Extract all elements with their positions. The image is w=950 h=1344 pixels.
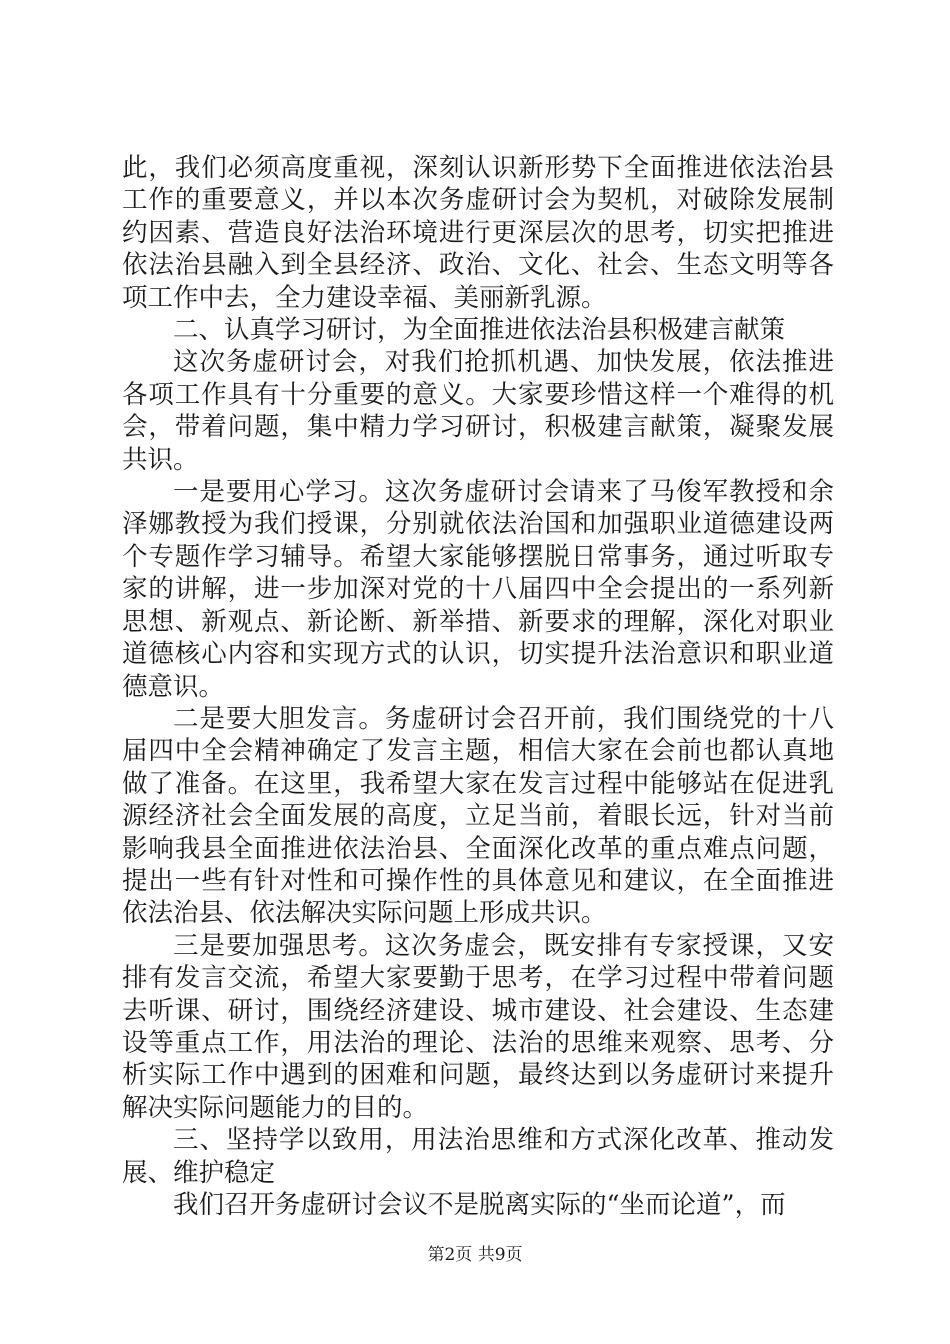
- body-paragraph-3: 这次务虚研讨会，对我们抢抓机遇、加快发展，依法推进各项工作具有十分重要的意义。大家要珍惜这样一个难得的机会，带着问题，集中精力学习研讨，积极建言献策，凝聚发展共识。: [122, 347, 834, 475]
- section-heading-2: 二、认真学习研讨，为全面推进依法治县积极建言献策: [173, 315, 786, 346]
- body-paragraph-4: 一是要用心学习。这次务虚研讨会请来了马俊军教授和余泽娜教授为我们授课，分别就依法治国和加强职业道德建设两个专题作学习辅导。希望大家能够摆脱日常事务，通过听取专家的讲解，进一步加深对党的十八届四中全会提出的一系列新思想、新观点、新论断、新举措、新要求的理解，深化对职业道德核心内容和实现方式的认识，切实提升法治意识和职业道德意识。: [122, 477, 834, 702]
- body-paragraph-6: 三是要加强思考。这次务虚会，既安排有专家授课，又安排有发言交流，希望大家要勤于思考，在学习过程中带着问题去听课、研讨，围绕经济建设、城市建设、社会建设、生态建设等重点工作，用法治的理论、法治的思维来观察、思考、分析实际工作中遇到的困难和问题，最终达到以务虚研讨来提升解决实际问题能力的目的。: [122, 930, 834, 1123]
- document-body: [122, 152, 834, 1221]
- body-paragraph-1: 此，我们必须高度重视，深刻认识新形势下全面推进依法治县工作的重要意义，并以本次务虚研讨会为契机，对破除发展制约因素、营造良好法治环境进行更深层次的思考，切实把推进依法治县融入到全县经济、政治、文化、社会、生态文明等各项工作中去，全力建设幸福、美丽新乳源。: [122, 153, 834, 313]
- body-paragraph-5: 二是要大胆发言。务虚研讨会召开前，我们围绕党的十八届四中全会精神确定了发言主题，相信大家在会前也都认真地做了准备。在这里，我希望大家在发言过程中能够站在促进乳源经济社会全面发展的高度，立足当前，着眼长远，针对当前影响我县全面推进依法治县、全面深化改革的重点难点问题，提出一些有针对性和可操作性的具体意见和建议，在全面推进依法治县、依法解决实际问题上形成共识。: [122, 703, 834, 929]
- page-footer: 第2页 共9页: [427, 1245, 523, 1265]
- body-paragraph-8: 我们召开务虚研讨会议不是脱离实际的“坐而论道”，而: [173, 1190, 786, 1220]
- section-heading-3: 三、坚持学以致用，用法治思维和方式深化改革、推动发展、维护稳定: [122, 1125, 834, 1188]
